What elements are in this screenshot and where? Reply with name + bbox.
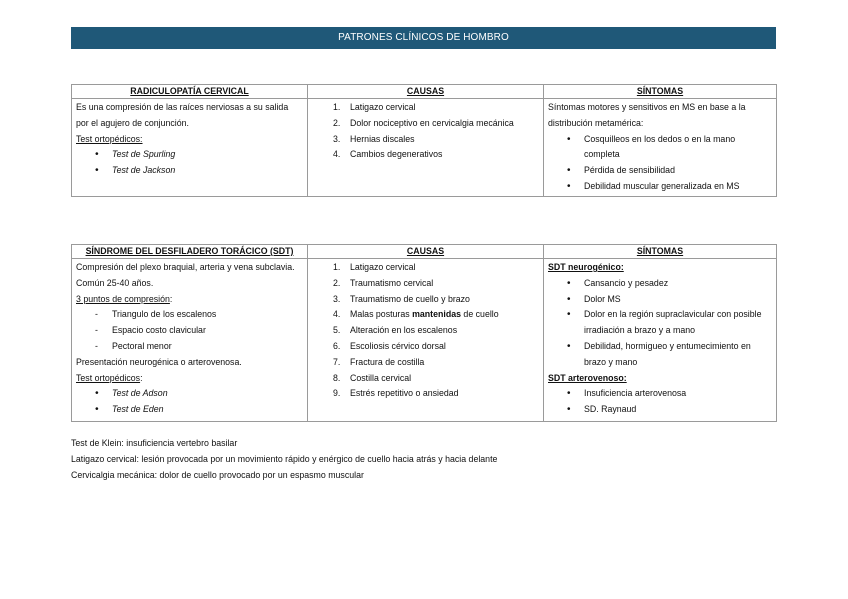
description-cell xyxy=(72,99,308,197)
list-item: • Test de Jackson xyxy=(92,163,303,179)
list-item: Cambios degenerativos xyxy=(350,149,443,160)
causes-list xyxy=(312,100,539,163)
list-item: Hernias discales xyxy=(350,133,415,144)
list-item: Traumatismo de cuello y brazo xyxy=(350,293,470,304)
column-header: SÍNTOMAS xyxy=(544,85,777,99)
column-header: CAUSAS xyxy=(308,85,544,99)
column-header: SÍNDROME DEL DESFILADERO TORÁCICO (SDT) xyxy=(72,245,308,259)
list-item: Alteración en los escalenos xyxy=(350,325,458,336)
footnote: Cervicalgia mecánica: dolor de cuello provocado por un espasmo muscular xyxy=(71,469,364,480)
tests-label-colon: : xyxy=(140,372,143,383)
neurogenic-symptoms-list xyxy=(548,276,772,371)
causes-list xyxy=(312,260,539,402)
symptoms-intro: Síntomas motores y sensitivos en MS en base a la distribución metamérica: xyxy=(548,102,746,128)
list-item: • Test de Spurling xyxy=(92,147,303,163)
tests-list xyxy=(76,386,303,418)
list-item: - Espacio costo clavicular xyxy=(92,323,303,339)
column-header: RADICULOPATÍA CERVICAL xyxy=(72,85,308,99)
description-text: Compresión del plexo braquial, arteria y vena subclavia. Común 25-40 años. xyxy=(76,262,295,288)
presentation-text: Presentación neurogénica o arterovenosa. xyxy=(76,356,242,367)
table-row xyxy=(72,259,777,422)
list-item: Latigazo cervical xyxy=(350,102,416,112)
list-item: Costilla cervical xyxy=(350,372,412,383)
list-item: • Debilidad muscular generalizada en MS xyxy=(564,179,772,195)
list-item: • SD. Raynaud xyxy=(564,402,772,418)
table-header-row xyxy=(72,245,777,259)
cause-bold-text: mantenidas xyxy=(412,309,461,320)
list-item: • Cosquilleos en los dedos o en la mano completa xyxy=(564,132,772,164)
list-item: Fractura de costilla xyxy=(350,356,425,367)
neurogenic-label: SDT neurogénico: xyxy=(548,262,624,272)
symptoms-cell xyxy=(544,99,777,197)
list-item: Escoliosis cérvico dorsal xyxy=(350,340,446,351)
arteriovenous-symptoms-list xyxy=(548,386,772,418)
list-item: • Dolor MS xyxy=(564,292,772,308)
list-item: • Test de Adson xyxy=(92,386,303,402)
list-item: - Pectoral menor xyxy=(92,339,303,355)
tests-label-line xyxy=(76,371,303,387)
list-item: - Triangulo de los escalenos xyxy=(92,307,303,323)
table-header-row xyxy=(72,85,777,99)
list-item: • Cansancio y pesadez xyxy=(564,276,772,292)
list-item: • Test de Eden xyxy=(92,402,303,418)
tests-label: Test ortopédicos: xyxy=(76,133,143,144)
list-item: Traumatismo cervical xyxy=(350,277,434,288)
footnote: Latigazo cervical: lesión provocada por un movimiento rápido y enérgico de cuello hacia atrás y hacia delante xyxy=(71,453,498,464)
compression-points-list xyxy=(76,307,303,354)
list-item: Latigazo cervical xyxy=(350,262,416,272)
arteriovenous-label: SDT arterovenoso: xyxy=(548,372,627,383)
tests-list xyxy=(76,147,303,179)
table-row xyxy=(72,99,777,197)
list-item: • Insuficiencia arterovenosa xyxy=(564,386,772,402)
symptoms-list xyxy=(548,132,772,195)
footnotes xyxy=(71,436,497,483)
list-item xyxy=(333,307,539,323)
tests-label: Test ortopédicos xyxy=(76,372,141,383)
list-item: • Pérdida de sensibilidad xyxy=(564,163,772,179)
radiculopathy-table xyxy=(71,84,777,197)
list-item: Dolor nociceptivo en cervicalgia mecánica xyxy=(350,117,514,128)
column-header: CAUSAS xyxy=(308,245,544,259)
points-label-colon: : xyxy=(169,293,173,304)
page-title: PATRONES CLÍNICOS DE HOMBRO xyxy=(71,27,776,49)
list-item: Estrés repetitivo o ansiedad xyxy=(350,388,459,399)
list-item: • Debilidad, hormigueo y entumecimiento en brazo y mano xyxy=(564,339,772,371)
column-header: SÍNTOMAS xyxy=(544,245,777,259)
points-label-line xyxy=(76,292,303,308)
causes-cell xyxy=(308,99,544,197)
symptoms-cell xyxy=(544,259,777,422)
causes-cell xyxy=(308,259,544,422)
list-item: • Dolor en la región supraclavicular con posible irradiación a brazo y a mano xyxy=(564,307,772,339)
footnote: Test de Klein: insuficiencia vertebro basilar xyxy=(71,438,238,448)
description-cell xyxy=(72,259,308,422)
cause-text: Malas posturas xyxy=(350,309,413,320)
description-text: Es una compresión de las raíces nerviosas a su salida por el agujero de conjunción. xyxy=(76,102,289,128)
thoracic-outlet-table xyxy=(71,244,777,422)
cause-text: de cuello xyxy=(460,309,499,320)
points-label: 3 puntos de compresión xyxy=(76,293,170,304)
